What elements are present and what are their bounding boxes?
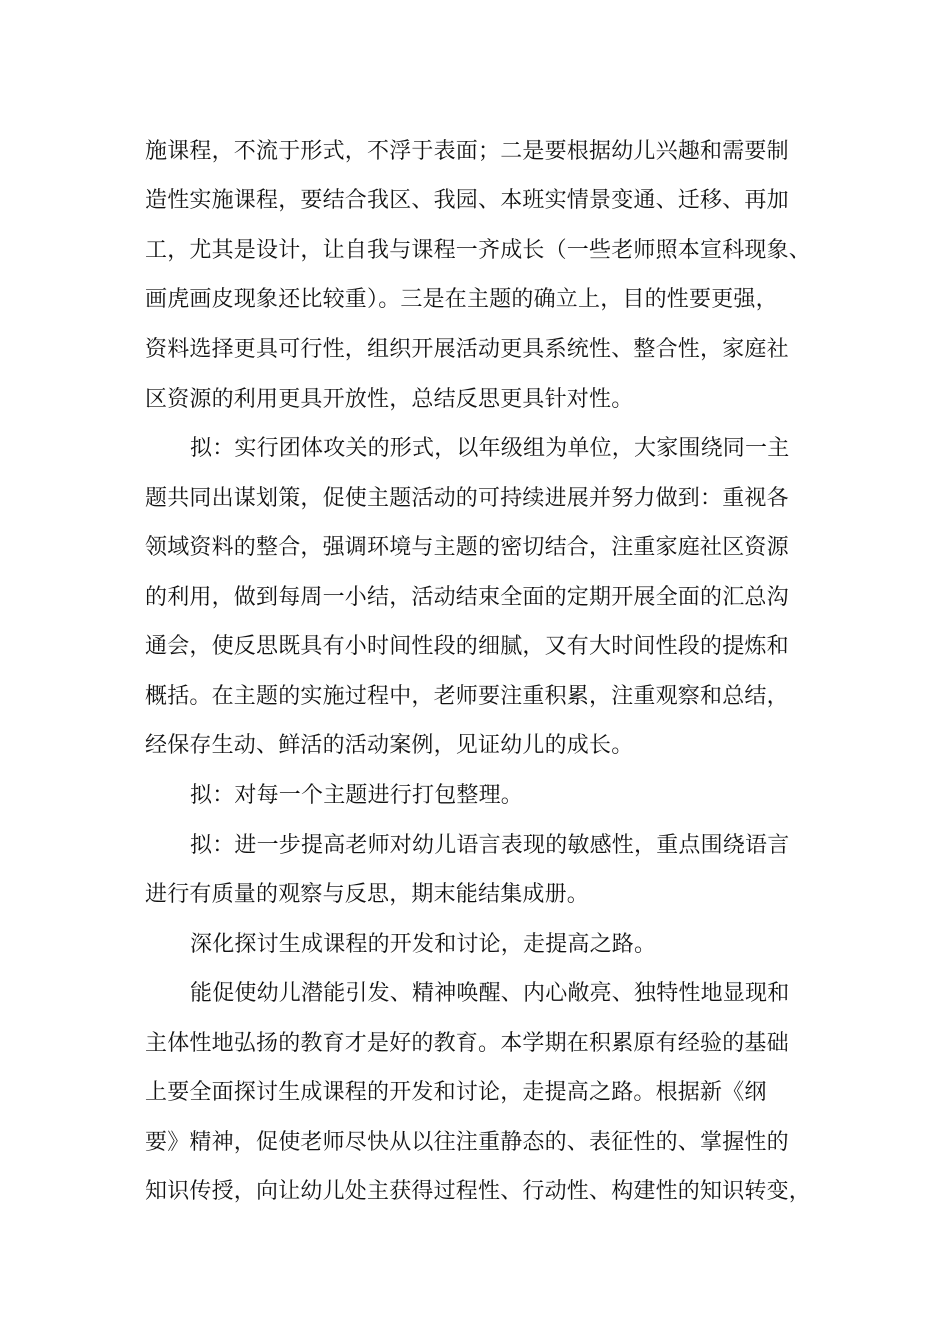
text-line: 造性实施课程，要结合我区、我园、本班实情景变通、迁移、再加: [145, 188, 789, 213]
text-line: 通会，使反思既具有小时间性段的细腻，又有大时间性段的提炼和: [145, 634, 789, 659]
text-line: 知识传授，向让幼儿处主获得过程性、行动性、构建性的知识转变，: [145, 1179, 812, 1204]
text-line: 的利用，做到每周一小结，活动结束全面的定期开展全面的汇总沟: [145, 585, 789, 610]
text-line: 能促使幼儿潜能引发、精神唤醒、内心敞亮、独特性地显现和: [190, 981, 790, 1006]
text-line: 画虎画皮现象还比较重）。三是在主题的确立上，目的性要更强，: [145, 287, 778, 312]
text-line: 工，尤其是设计，让自我与课程一齐成长（一些老师照本宣科现象、: [145, 238, 812, 263]
text-line: 区资源的利用更具开放性，总结反思更具针对性。: [145, 387, 634, 412]
text-line: 进行有质量的观察与反思，期末能结集成册。: [145, 882, 590, 907]
text-line: 深化探讨生成课程的开发和讨论，走提高之路。: [190, 932, 657, 957]
text-line: 资料选择更具可行性，组织开展活动更具系统性、整合性，家庭社: [145, 337, 789, 362]
text-line: 上要全面探讨生成课程的开发和讨论，走提高之路。根据新《纲: [145, 1080, 767, 1105]
text-line: 题共同出谋划策，促使主题活动的可持续进展并努力做到：重视各: [145, 486, 789, 511]
text-line: 概括。在主题的实施过程中，老师要注重积累，注重观察和总结，: [145, 684, 789, 709]
text-line: 拟：进一步提高老师对幼儿语言表现的敏感性，重点围绕语言: [190, 833, 790, 858]
text-line: 要》精神，促使老师尽快从以往注重静态的、表征性的、掌握性的: [145, 1130, 789, 1155]
text-line: 领域资料的整合，强调环境与主题的密切结合，注重家庭社区资源: [145, 535, 789, 560]
text-line: 经保存生动、鲜活的活动案例，见证幼儿的成长。: [145, 733, 634, 758]
text-line: 拟：对每一个主题进行打包整理。: [190, 783, 524, 808]
text-line: 主体性地弘扬的教育才是好的教育。本学期在积累原有经验的基础: [145, 1031, 789, 1056]
text-line: 施课程，不流于形式，不浮于表面；二是要根据幼儿兴趣和需要制: [145, 139, 789, 164]
text-line: 拟：实行团体攻关的形式，以年级组为单位，大家围绕同一主: [190, 436, 790, 461]
